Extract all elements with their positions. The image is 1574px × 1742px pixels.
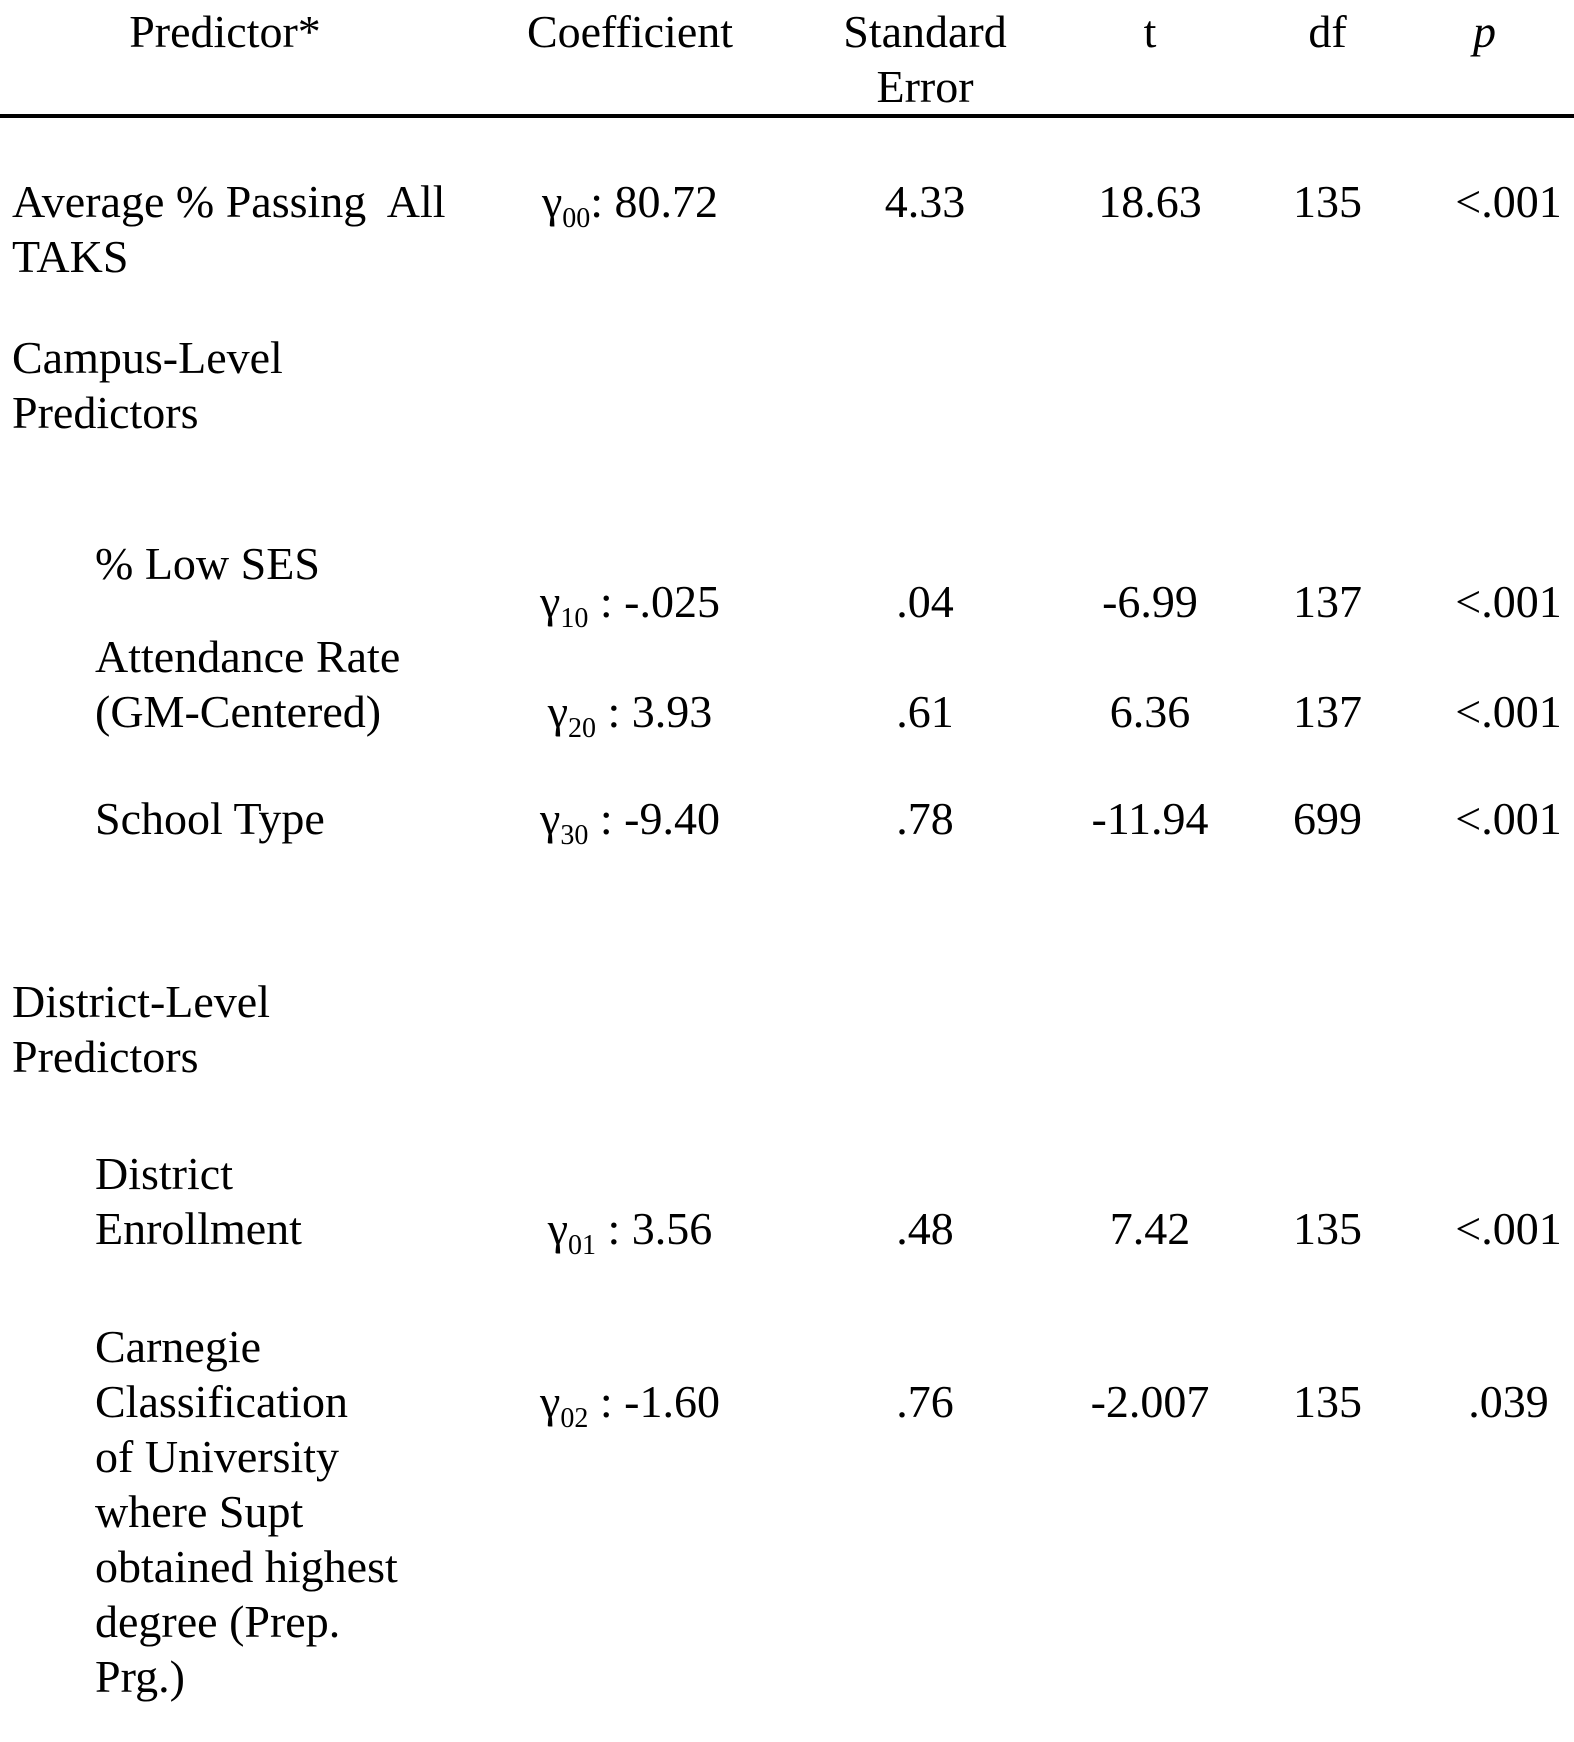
col-header-standard-error: Standard Error xyxy=(810,0,1040,116)
table-row-average-passing-taks xyxy=(0,116,1574,284)
p-value: <.001 xyxy=(1455,686,1562,737)
col-header-t: t xyxy=(1040,0,1260,116)
coefficient-number: : -1.60 xyxy=(588,1376,720,1427)
p-value: <.001 xyxy=(1455,1203,1562,1254)
table-row-district-enrollment xyxy=(0,1084,1574,1256)
df-value: 699 xyxy=(1293,793,1362,844)
coefficient-number: : -.025 xyxy=(588,576,720,627)
table-row-school-type xyxy=(0,739,1574,846)
t-value: 6.36 xyxy=(1109,686,1191,737)
coefficient-value xyxy=(450,739,810,852)
coefficient-number: : 80.72 xyxy=(590,176,719,227)
standard-error-value: .61 xyxy=(896,686,954,737)
coefficient-value xyxy=(450,1084,810,1262)
predictor-label: School Type xyxy=(95,793,325,844)
t-value: 7.42 xyxy=(1109,1203,1191,1254)
section-header-label: District-Level Predictors xyxy=(12,976,271,1082)
gamma-subscript: 20 xyxy=(568,713,597,745)
section-header-label: Campus-Level Predictors xyxy=(12,332,283,438)
col-header-df: df xyxy=(1260,0,1395,116)
df-value: 135 xyxy=(1293,1376,1362,1427)
gamma-subscript: 00 xyxy=(562,203,591,235)
standard-error-value: .76 xyxy=(896,1376,954,1427)
coefficient-number: : 3.93 xyxy=(596,686,713,737)
coefficient-value xyxy=(450,116,810,284)
coefficient-value xyxy=(450,440,810,635)
section-row-campus-level xyxy=(0,284,1574,440)
gamma-subscript: 02 xyxy=(560,1403,589,1435)
col-header-predictor: Predictor* xyxy=(0,0,450,116)
gamma-symbol: γ xyxy=(547,1203,569,1254)
col-header-coefficient: Coefficient xyxy=(450,0,810,116)
gamma-subscript: 10 xyxy=(560,603,589,635)
t-value: 18.63 xyxy=(1098,176,1202,227)
predictor-label: Average % Passing All TAKS xyxy=(12,176,446,282)
predictor-label: Attendance Rate (GM-Centered) xyxy=(95,631,401,737)
table-header xyxy=(0,0,1574,116)
predictor-label: % Low SES xyxy=(95,538,320,589)
gamma-symbol: γ xyxy=(540,576,561,627)
gamma-symbol: γ xyxy=(540,793,561,844)
predictor-label: Carnegie Classification of University where Supt obtained highest degree (Prep. Prg.) xyxy=(95,1321,398,1702)
coefficient-value xyxy=(450,629,810,745)
df-value: 135 xyxy=(1293,176,1362,227)
standard-error-value: .78 xyxy=(896,793,954,844)
table-row-low-ses xyxy=(0,440,1574,629)
p-value: <.001 xyxy=(1455,176,1562,227)
predictor-label: District Enrollment xyxy=(95,1148,302,1254)
table-row-carnegie-classification xyxy=(0,1256,1574,1704)
gamma-subscript: 01 xyxy=(568,1230,597,1262)
gamma-subscript: 30 xyxy=(560,820,589,852)
t-value: -2.007 xyxy=(1090,1376,1210,1427)
df-value: 135 xyxy=(1293,1203,1362,1254)
coefficient-number: : -9.40 xyxy=(588,793,720,844)
gamma-symbol: γ xyxy=(541,176,563,227)
section-row-district-level xyxy=(0,846,1574,1084)
t-value: -6.99 xyxy=(1102,576,1198,627)
gamma-symbol: γ xyxy=(540,1376,561,1427)
table-row-attendance-rate xyxy=(0,629,1574,739)
p-value: <.001 xyxy=(1455,576,1562,627)
coefficient-value xyxy=(450,1256,810,1704)
t-value: -11.94 xyxy=(1091,793,1209,844)
standard-error-value: 4.33 xyxy=(884,176,966,227)
gamma-symbol: γ xyxy=(547,686,569,737)
standard-error-value: .04 xyxy=(896,576,954,627)
p-value: <.001 xyxy=(1455,793,1562,844)
df-value: 137 xyxy=(1293,576,1362,627)
standard-error-value: .48 xyxy=(896,1203,954,1254)
col-header-p: p xyxy=(1395,0,1574,116)
df-value: 137 xyxy=(1293,686,1362,737)
coefficient-number: : 3.56 xyxy=(596,1203,713,1254)
header-row xyxy=(0,0,1574,116)
p-value: .039 xyxy=(1468,1376,1549,1427)
